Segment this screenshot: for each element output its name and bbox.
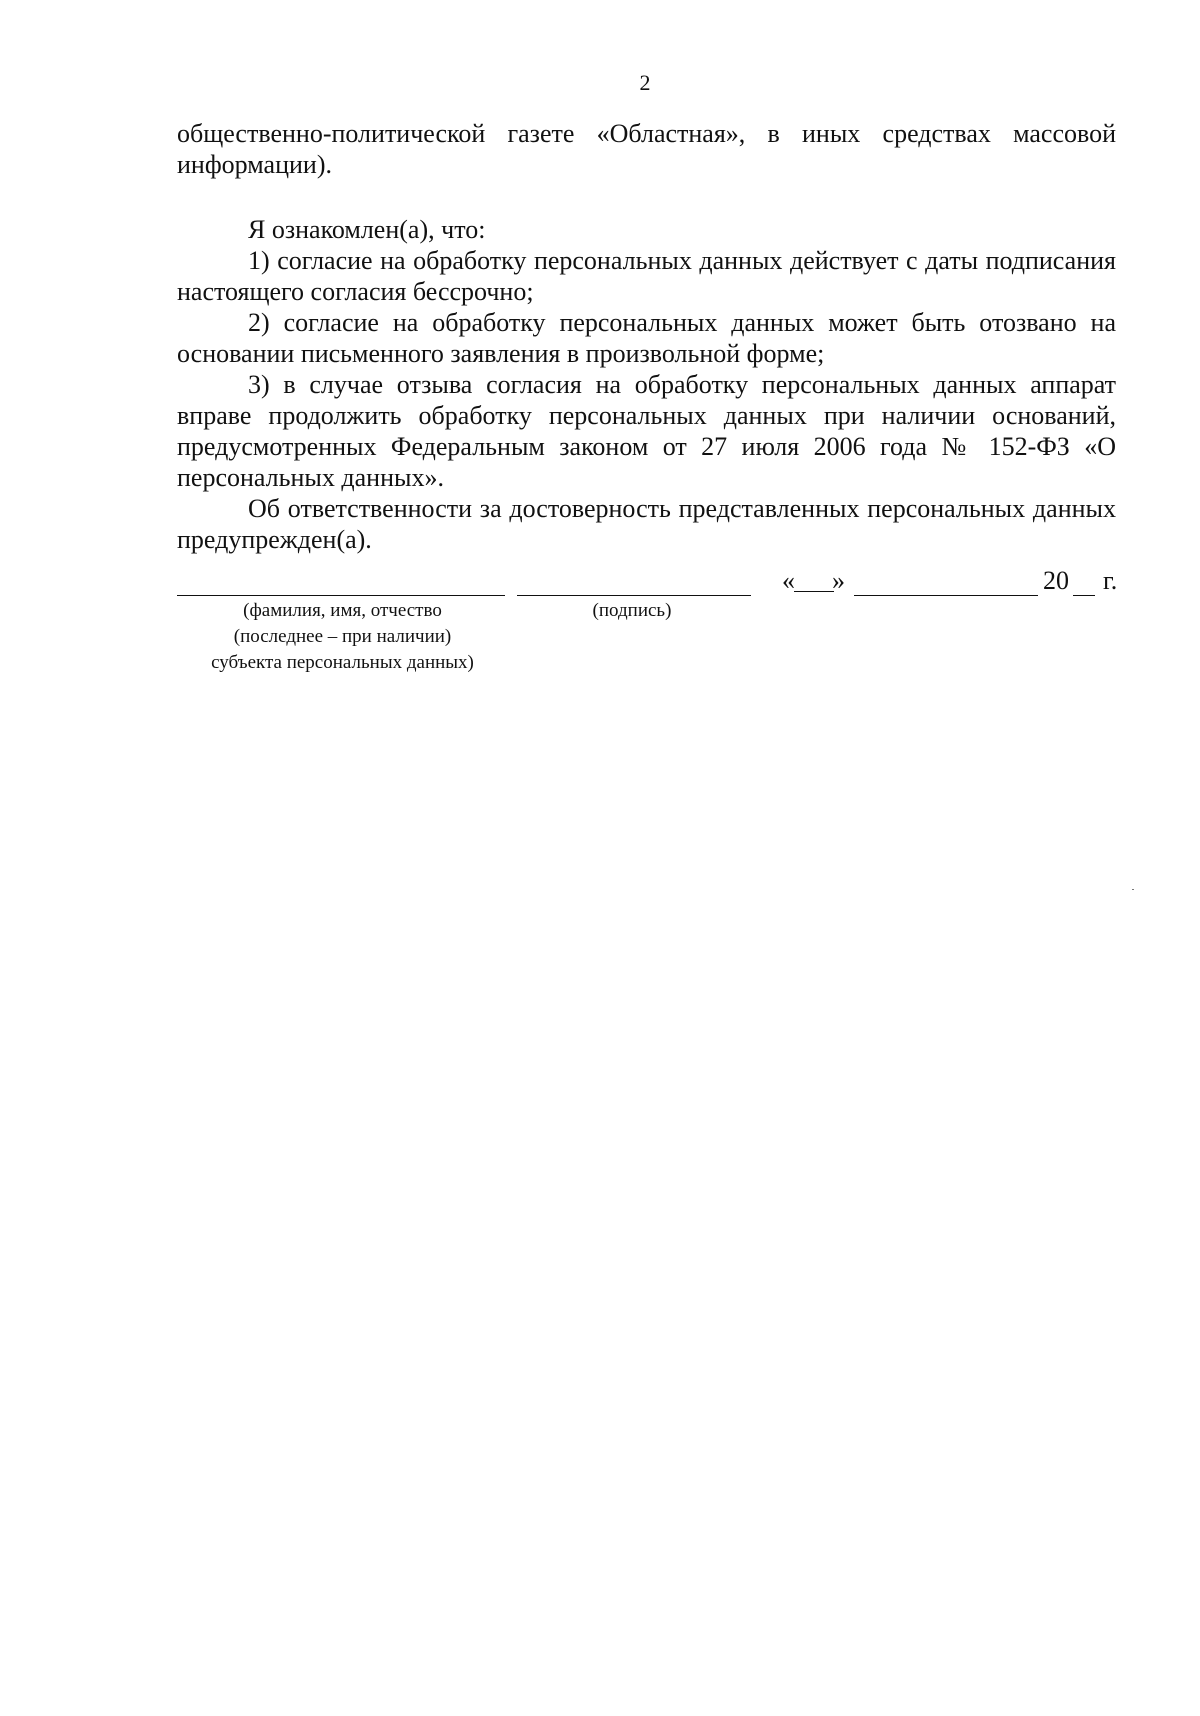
date-year-blank: [1073, 595, 1095, 596]
list-item-3: 3) в случае отзыва согласия на обработку персональных данных аппарат вправе продолжить обработку персональных данных при наличии оснований, предусмотренных Федеральным законом от 27 июля 2006 года № 152-ФЗ «О персональных данных».: [177, 370, 1116, 492]
list-item-2: 2) согласие на обработку персональных данных может быть отозвано на основании письменного заявления в произвольной форме;: [177, 308, 1116, 368]
page-number: 2: [639, 70, 651, 95]
document-body: [177, 118, 1116, 555]
caption-name-line-1: (фамилия, имя, отчество: [243, 600, 442, 621]
date-month-blank: [854, 595, 1038, 596]
full-name-caption: [175, 598, 510, 676]
continuation-paragraph: общественно-политической газете «Областная», в иных средствах массовой информации).: [177, 119, 1116, 179]
list-item-1: 1) согласие на обработку персональных данных действует с даты подписания настоящего согласия бессрочно;: [177, 246, 1116, 306]
date-day-blank: [794, 591, 834, 592]
scan-speck: [1132, 889, 1134, 890]
intro-paragraph: Я ознакомлен(а), что:: [248, 215, 486, 244]
caption-name-line-2: (последнее – при наличии): [233, 626, 452, 647]
full-name-blank: [177, 595, 505, 596]
signature-row: [177, 566, 1116, 596]
date-close-quote: »: [832, 566, 845, 595]
signature-caption: (подпись): [592, 600, 672, 621]
signature-blank: [517, 595, 751, 596]
date-year-prefix: 20: [1043, 566, 1069, 595]
responsibility-paragraph: Об ответственности за достоверность представленных персональных данных предупрежден(а).: [177, 494, 1116, 554]
date-open-quote: «: [782, 566, 795, 595]
date-year-suffix: г.: [1103, 566, 1118, 595]
caption-name-line-3: субъекта персональных данных): [211, 652, 474, 673]
